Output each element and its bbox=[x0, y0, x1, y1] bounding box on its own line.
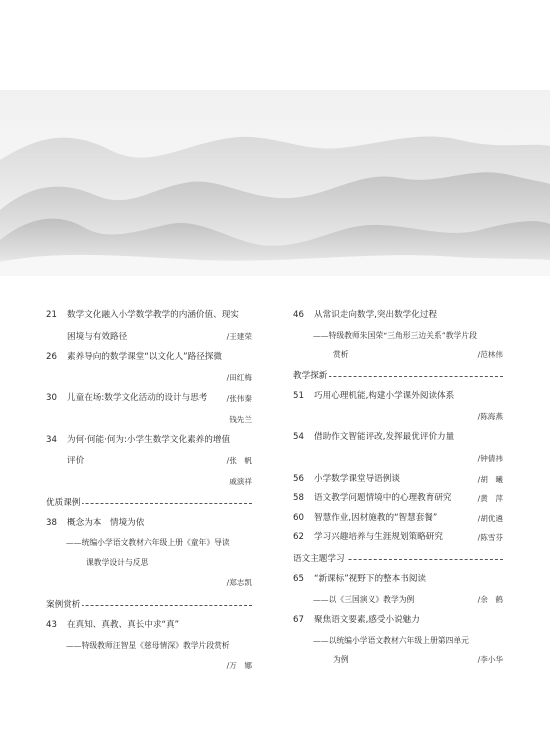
page-number: 46 bbox=[293, 310, 304, 320]
landscape-banner bbox=[0, 90, 550, 276]
toc-entry-30[interactable] bbox=[46, 389, 252, 409]
section-label: 语文主题学习 bbox=[293, 553, 345, 564]
toc-entry-62[interactable] bbox=[293, 528, 503, 548]
toc-entry-21[interactable] bbox=[46, 306, 252, 326]
entry-author: /王建荣 bbox=[226, 331, 252, 341]
page-number: 58 bbox=[293, 493, 304, 503]
entry-title-cont: 评价 bbox=[67, 456, 85, 466]
entry-author: /胡 曦 bbox=[477, 474, 503, 484]
toc-entry-60[interactable] bbox=[293, 509, 503, 529]
entry-title: 儿童在场:数学文化活动的设计与思考 bbox=[67, 393, 208, 403]
entry-author: /李小华 bbox=[477, 655, 503, 664]
page-number: 26 bbox=[46, 351, 57, 362]
entry-title: 智慧作业,因材施教的“智慧套餐” bbox=[314, 512, 438, 523]
section-heading bbox=[293, 365, 503, 387]
entry-title: 在真知、真教、真长中求“真” bbox=[67, 620, 180, 630]
section-label: 优质课例 bbox=[46, 497, 81, 508]
entry-author: /陈海燕 bbox=[477, 412, 503, 421]
entry-subtitle: ——特级教师朱国荣“三角形三边关系”教学片段 bbox=[313, 330, 477, 340]
entry-title: 素养导向的数学课堂“以文化人”路径探微 bbox=[67, 351, 222, 362]
section-heading bbox=[293, 548, 503, 570]
page-number: 34 bbox=[46, 434, 57, 445]
entry-author: /黄 萍 bbox=[477, 494, 503, 503]
entry-subtitle-cont: 为例 bbox=[333, 655, 349, 664]
entry-title: 小学数学课堂导语例谈 bbox=[314, 473, 400, 484]
entry-title: 学习兴趣培养与生涯规划策略研究 bbox=[314, 532, 443, 542]
toc-entry-34[interactable] bbox=[46, 431, 252, 451]
toc-entry-56[interactable] bbox=[293, 470, 503, 490]
page-number: 30 bbox=[46, 393, 57, 403]
toc-right-column bbox=[293, 306, 503, 670]
page-number: 21 bbox=[46, 310, 57, 320]
entry-title: 为何·何能·何为:小学生数学文化素养的增值 bbox=[67, 434, 231, 445]
entry-author: /万 娜 bbox=[226, 661, 252, 670]
ink-mountain-illustration bbox=[0, 90, 550, 276]
toc-entry-67[interactable] bbox=[293, 611, 503, 631]
entry-title: 数学文化融入小学数学教学的内涵价值、现实 bbox=[67, 310, 239, 320]
page-number: 51 bbox=[293, 390, 304, 401]
entry-author: /张 帆 bbox=[226, 456, 252, 465]
toc-entry-38[interactable] bbox=[46, 514, 252, 534]
toc-entry-46[interactable] bbox=[293, 306, 503, 326]
toc-entry-58[interactable] bbox=[293, 489, 503, 509]
page-number: 38 bbox=[46, 517, 57, 528]
entry-author: /钟倩祎 bbox=[477, 453, 503, 463]
page-number: 54 bbox=[293, 432, 304, 442]
entry-subtitle-cont: 课教学设计与反思 bbox=[86, 557, 149, 567]
entry-title-cont: 困境与有效路径 bbox=[67, 331, 128, 342]
entry-subtitle-cont: 赏析 bbox=[333, 350, 349, 359]
entry-title: 聚焦语文要素,感受小说魅力 bbox=[314, 615, 420, 625]
entry-author: /田红梅 bbox=[226, 373, 252, 382]
entry-title: 巧用心理机能,构建小学课外阅读体系 bbox=[314, 390, 455, 401]
page-number: 67 bbox=[293, 615, 304, 625]
entry-author: /陈雪芬 bbox=[477, 533, 503, 542]
entry-author-2: 戚演祥 bbox=[229, 477, 252, 486]
entry-title: 从常识走向数学,突出数学化过程 bbox=[314, 310, 438, 320]
toc-entry-26[interactable] bbox=[46, 348, 252, 368]
toc-entry-65[interactable] bbox=[293, 570, 503, 590]
entry-subtitle: ——特级教师汪智星《慈母情深》教学片段赏析 bbox=[66, 640, 230, 650]
entry-subtitle: ——以统编小学语文教材六年级上册第四单元 bbox=[313, 635, 469, 645]
page-number: 43 bbox=[46, 620, 57, 630]
entry-author-2: 钱先兰 bbox=[229, 414, 252, 424]
page-number: 65 bbox=[293, 573, 304, 584]
entry-author: /张伟秦 bbox=[226, 394, 252, 403]
page-number: 56 bbox=[293, 473, 304, 484]
entry-author: /范林伟 bbox=[477, 350, 503, 359]
entry-title: 借助作文智能评改,发挥最优评价力量 bbox=[314, 432, 455, 442]
entry-author: /胡优遴 bbox=[477, 513, 503, 523]
entry-subtitle: ——统编小学语文教材六年级上册《童年》导读 bbox=[66, 538, 230, 547]
entry-subtitle: ——以《三国演义》教学为例 bbox=[313, 595, 415, 604]
section-label: 教学探新 bbox=[293, 370, 328, 381]
toc-entry-54[interactable] bbox=[293, 428, 503, 448]
section-label: 案例赏析 bbox=[46, 600, 81, 610]
section-heading bbox=[46, 594, 252, 616]
entry-title: “新课标”视野下的整本书阅读 bbox=[314, 573, 427, 584]
toc-entry-43[interactable] bbox=[46, 616, 252, 636]
section-heading bbox=[46, 492, 252, 514]
entry-title: 概念为本 情境为依 bbox=[67, 517, 145, 528]
toc-entry-51[interactable] bbox=[293, 387, 503, 407]
entry-author: /郑志凯 bbox=[226, 578, 252, 587]
page-number: 62 bbox=[293, 532, 304, 542]
toc-left-column bbox=[46, 306, 252, 677]
entry-author: /余 鹤 bbox=[477, 595, 503, 604]
entry-title: 语文教学问题情境中的心理教育研究 bbox=[314, 493, 452, 503]
page-number: 60 bbox=[293, 512, 304, 523]
